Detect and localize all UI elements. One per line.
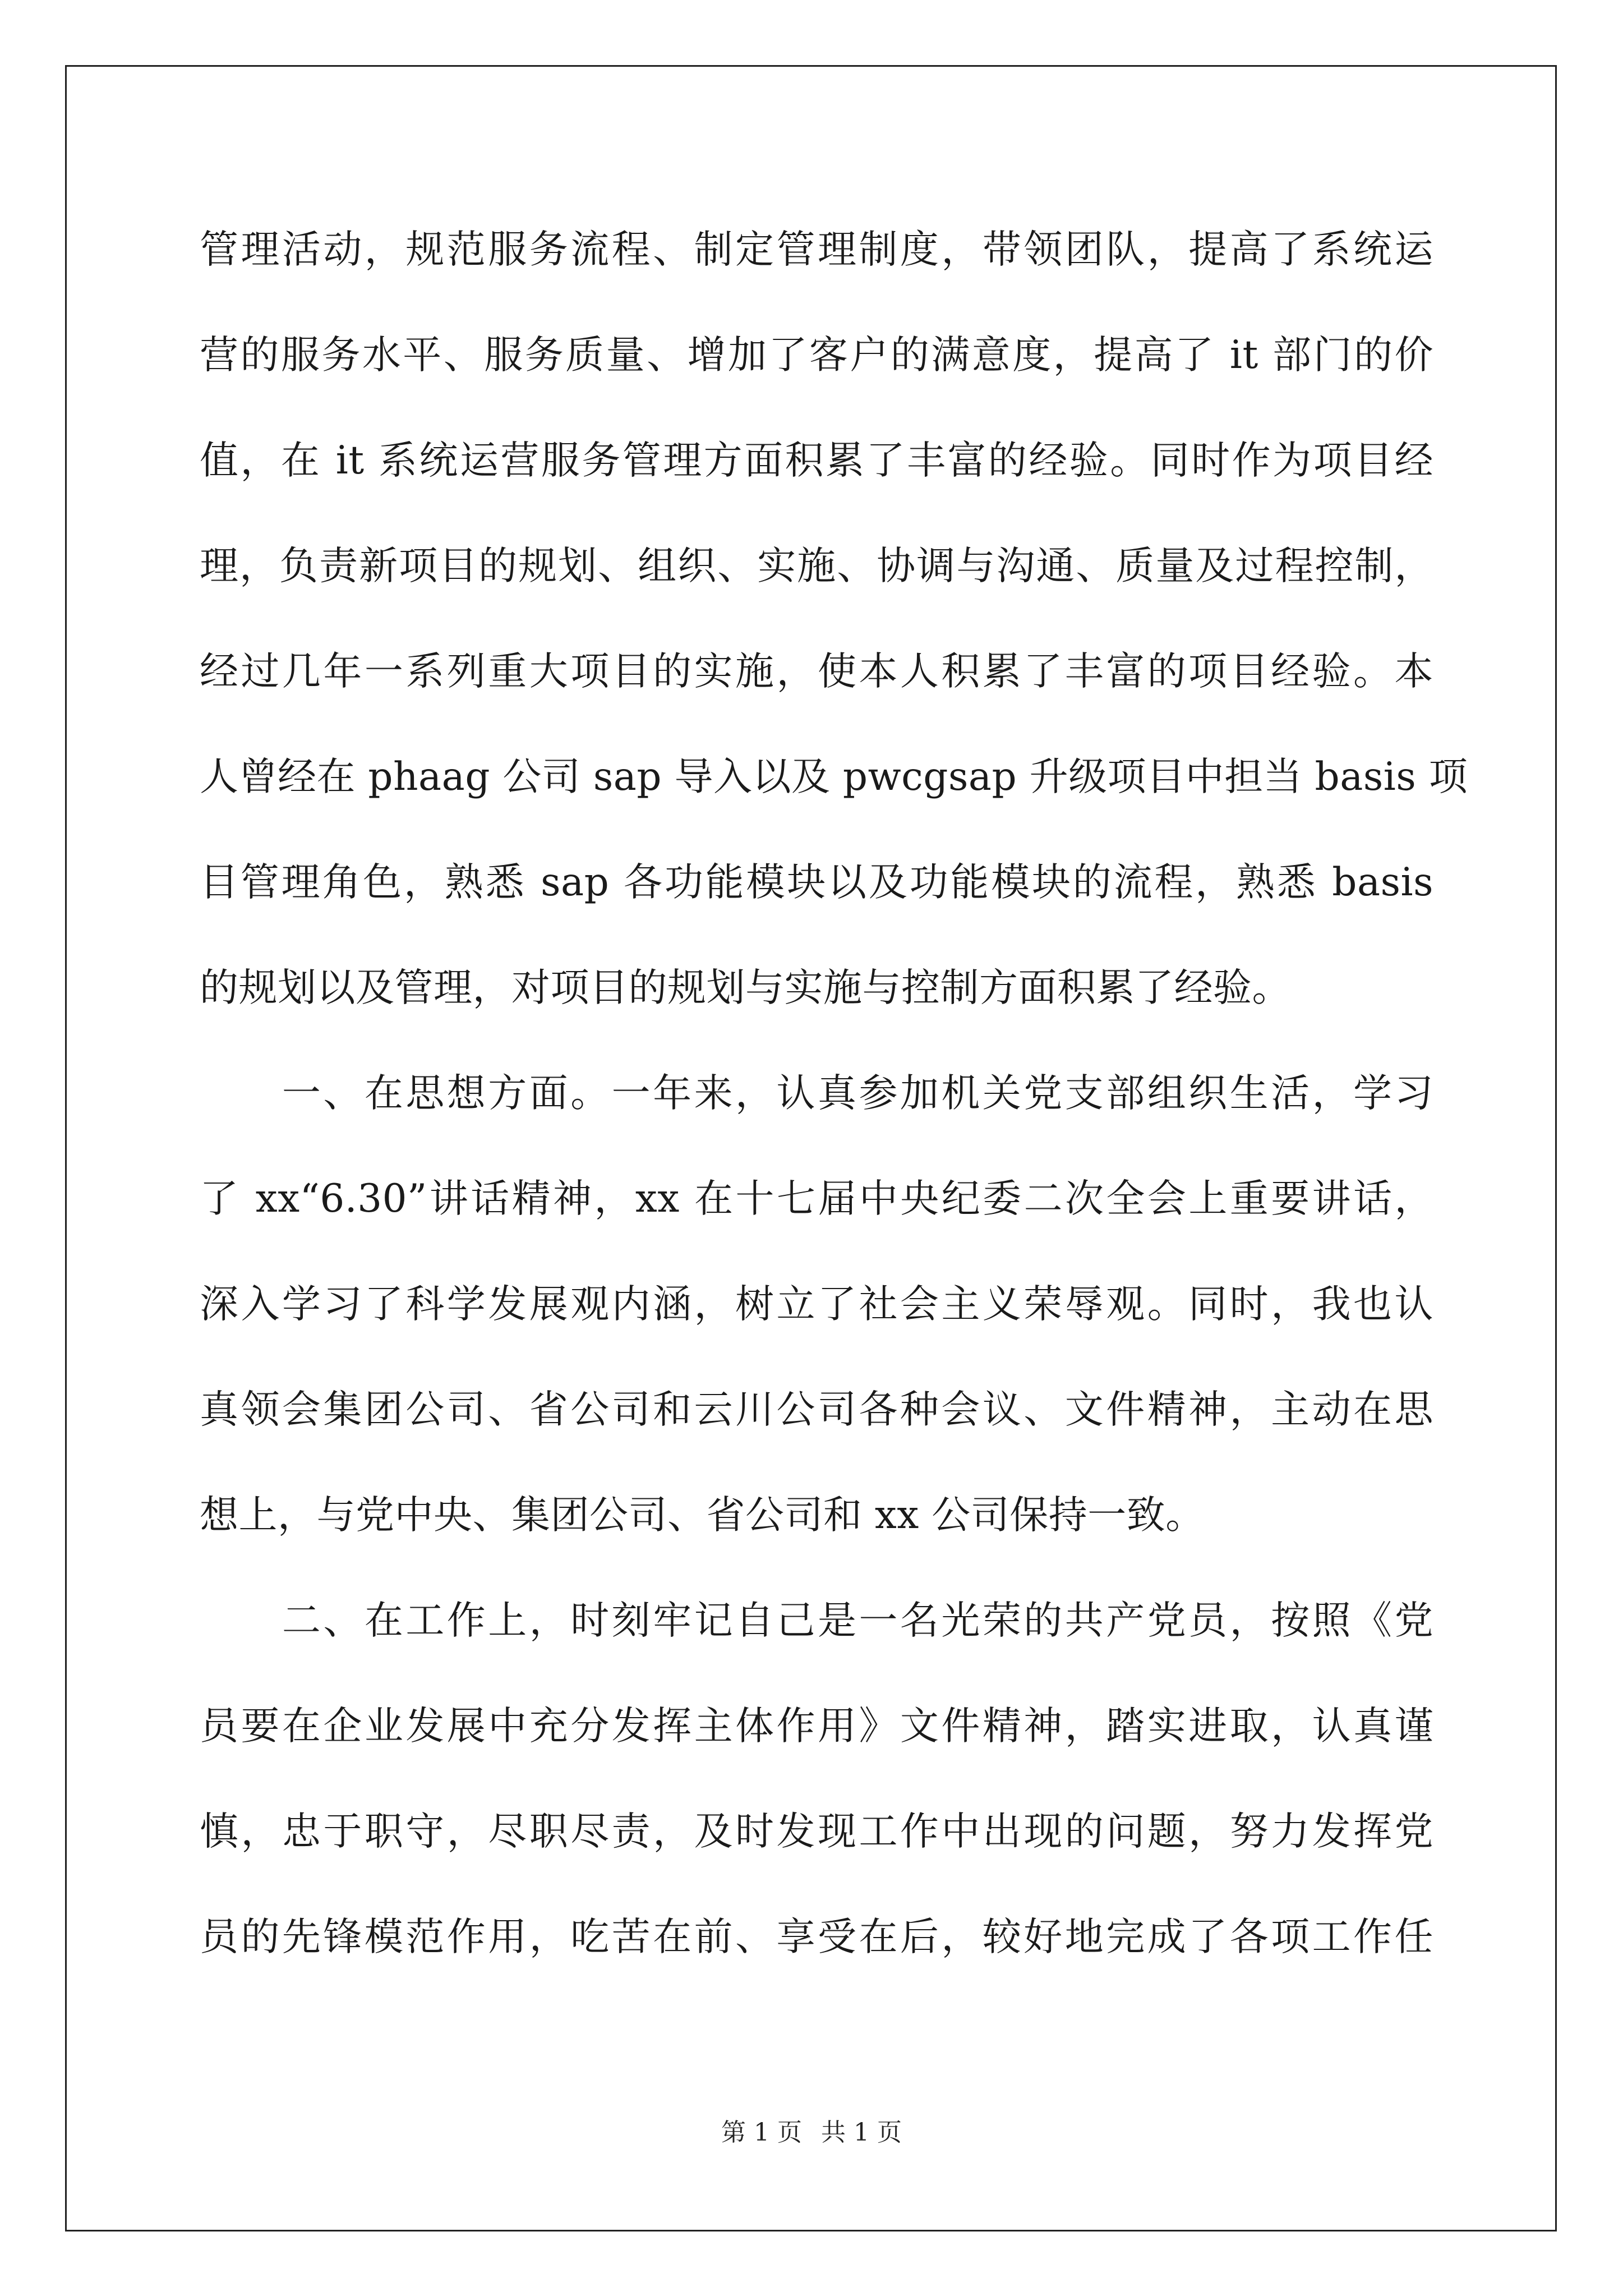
text-line: 想上，与党中央、集团公司、省公司和 xx 公司保持一致。 — [200, 1493, 1205, 1538]
text-line: 值，在 it 系统运营服务管理方面积累了丰富的经验。同时作为项目经 — [200, 438, 1433, 483]
text-line: 理，负责新项目的规划、组织、实施、协调与沟通、质量及过程控制， — [200, 544, 1433, 588]
text-line: 目管理角色，熟悉 sap 各功能模块以及功能模块的流程，熟悉 basis — [200, 860, 1433, 905]
document-body — [200, 213, 1468, 2006]
text-line: 经过几年一系列重大项目的实施，使本人积累了丰富的项目经验。本 — [200, 649, 1433, 694]
text-line: 深入学习了科学发展观内涵，树立了社会主义荣辱观。同时，我也认 — [200, 1282, 1433, 1327]
text-line: 管理活动，规范服务流程、制定管理制度，带领团队，提高了系统运 — [200, 227, 1433, 272]
text-line: 员要在企业发展中充分发挥主体作用》文件精神，踏实进取，认真谨 — [200, 1704, 1433, 1749]
page-footer — [0, 2112, 1623, 2148]
text-line: 慎，忠于职守，尽职尽责，及时发现工作中出现的问题，努力发挥党 — [200, 1809, 1433, 1854]
text-line: 的规划以及管理，对项目的规划与实施与控制方面积累了经验。 — [200, 965, 1291, 1010]
text-line: 员的先锋模范作用，吃苦在前、享受在后，较好地完成了各项工作任 — [200, 1915, 1433, 1959]
text-line: 了 xx“6.30”讲话精神，xx 在十七届中央纪委二次全会上重要讲话， — [200, 1176, 1433, 1221]
text-line: 真领会集团公司、省公司和云川公司各种会议、文件精神，主动在思 — [200, 1387, 1433, 1432]
text-line: 营的服务水平、服务质量、增加了客户的满意度，提高了 it 部门的价 — [200, 333, 1433, 378]
paragraph-first-line: 一、在思想方面。一年来，认真参加机关党支部组织生活，学习 — [200, 1071, 1433, 1116]
paragraph-first-line: 二、在工作上，时刻牢记自己是一名光荣的共产党员，按照《党 — [200, 1598, 1433, 1643]
page-number-current: 第 1 页 — [721, 2118, 802, 2147]
text-line: 人曾经在 phaag 公司 sap 导入以及 pwcgsap 升级项目中担当 basis 项 — [200, 754, 1468, 799]
page-number-total: 共 1 页 — [821, 2118, 902, 2147]
